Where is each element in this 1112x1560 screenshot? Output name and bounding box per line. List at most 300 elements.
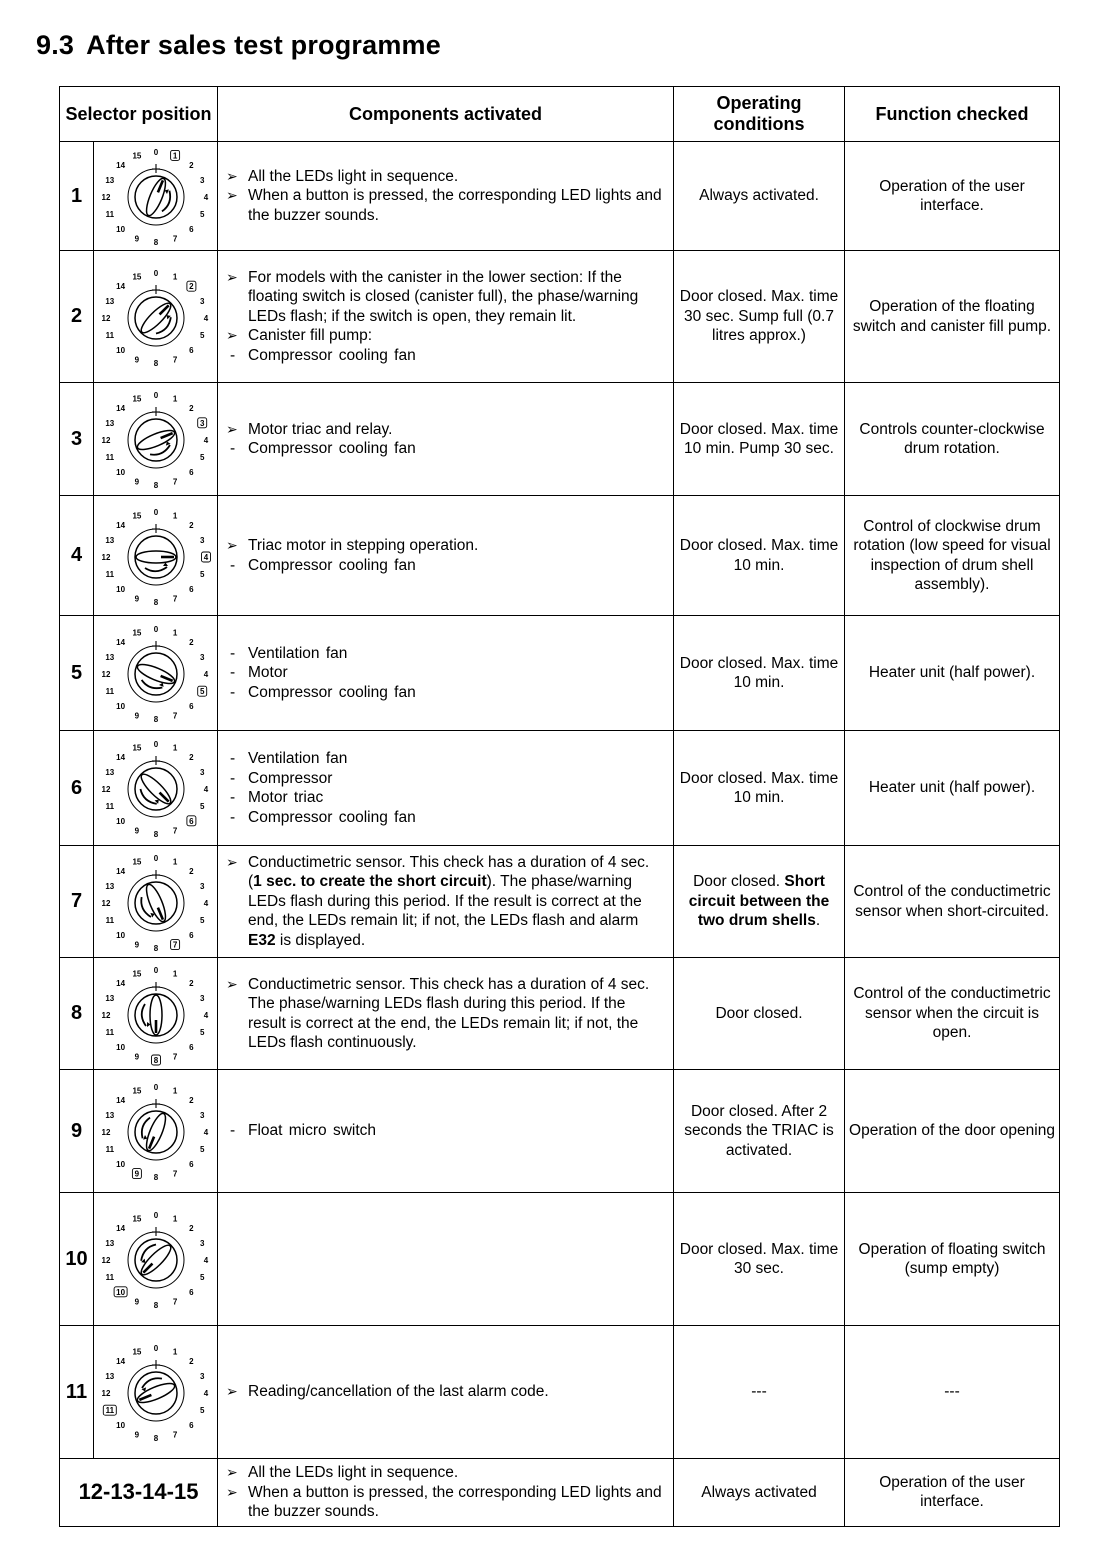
dial-outer-ring [128, 1232, 184, 1288]
dial-label: 7 [172, 355, 177, 365]
dial-label: 8 [153, 358, 158, 368]
dial-label: 2 [188, 753, 194, 763]
dial-label: 11 [105, 453, 114, 463]
dial-pointer [135, 1380, 177, 1406]
component-item [226, 268, 667, 327]
operating-conditions-cell: --- [674, 1326, 845, 1459]
dial-label: 12 [101, 193, 110, 202]
dial-label: 10 [115, 816, 125, 826]
header-operating-conditions: Operating conditions [674, 87, 845, 142]
dial-label: 6 [188, 345, 194, 355]
dial-label: 0 [153, 740, 158, 749]
dial-label: 14 [115, 404, 125, 414]
operating-conditions-cell: Door closed. Max. time 30 sec. Sump full (0.7 litres approx.) [674, 251, 845, 383]
dial-label: 7 [172, 711, 177, 721]
dial-label: 2 [188, 520, 194, 530]
component-item [226, 808, 667, 828]
arrowhead-bullet-icon: ➢ [226, 187, 238, 204]
dial-label: 2 [188, 404, 194, 414]
component-item [226, 788, 667, 808]
dial-label: 8 [153, 1301, 158, 1310]
dial-label: 7 [172, 1169, 177, 1179]
table-row [60, 1459, 1060, 1527]
component-text: All the LEDs light in sequence. [248, 167, 459, 185]
component-item [226, 749, 667, 769]
operating-conditions-cell: Door closed. Max. time 10 min. [674, 496, 845, 616]
component-text: Compressor cooling fan [248, 556, 416, 574]
dial-label: 12 [101, 552, 110, 562]
dial-label: 2 [188, 1096, 194, 1106]
selector-dial-cell [94, 1326, 218, 1459]
dial-pointer [142, 882, 168, 924]
rotary-selector-dial-icon [95, 265, 217, 369]
dial-label: 6 [188, 1420, 194, 1430]
dial-label: 6 [188, 584, 194, 594]
rotary-selector-dial-icon [95, 387, 217, 491]
dial-label: 3 [199, 418, 204, 428]
operating-conditions-cell: Door closed. Max. time 30 sec. [674, 1193, 845, 1326]
dial-label: 9 [134, 355, 139, 365]
dial-pointer [135, 661, 177, 687]
selector-position-number: 6 [60, 731, 94, 846]
arrowhead-bullet-icon: ➢ [226, 1464, 238, 1480]
selector-position-number: 1 [60, 142, 94, 251]
dial-label: 5 [199, 687, 204, 697]
dial-label: 3 [199, 1110, 204, 1120]
arrowhead-bullet-icon: ➢ [226, 1483, 238, 1500]
dash-bullet-icon: - [230, 556, 236, 574]
component-item [226, 439, 667, 459]
dial-label: 14 [115, 978, 125, 988]
section-title [36, 30, 441, 61]
dial-label: 2 [188, 1357, 194, 1367]
table-row [60, 383, 1060, 496]
dial-label: 12 [101, 1010, 110, 1020]
dash-bullet-icon: - [230, 683, 236, 701]
emphasis-text: E32 [248, 931, 276, 949]
header-components: Components activated [218, 87, 674, 142]
rotary-selector-dial-icon [95, 962, 217, 1066]
component-text: For models with the canister in the lower section: If the floating switch is closed (canister full), the phase/warning LEDs flash; if the switch is open, they remain lit. [248, 268, 639, 325]
rotary-selector-dial-icon [95, 144, 217, 248]
table-row [60, 1193, 1060, 1326]
dial-label: 0 [153, 268, 158, 278]
header-selector-position: Selector position [60, 87, 218, 142]
dial-label: 5 [199, 1145, 204, 1155]
dial-label: 8 [153, 715, 158, 724]
selector-position-number: 11 [60, 1326, 94, 1459]
dial-label: 7 [172, 940, 177, 950]
components-activated-cell [218, 1326, 674, 1459]
dial-outer-ring [128, 169, 184, 225]
text-fragment: . [815, 912, 821, 930]
dial-label: 2 [188, 638, 194, 648]
selector-dial-cell [94, 616, 218, 731]
table-row [60, 496, 1060, 616]
operating-conditions-cell: Door closed. Max. time 10 min. [674, 616, 845, 731]
dial-label: 0 [153, 507, 158, 517]
function-checked-cell: Operation of the floating switch and canister fill pump. [845, 251, 1060, 383]
dial-label: 0 [153, 391, 158, 400]
function-checked-cell: Control of the conductimetric sensor when the circuit is open. [845, 958, 1060, 1070]
dial-label: 6 [188, 1287, 194, 1297]
table-row [60, 731, 1060, 846]
component-item [226, 1483, 667, 1522]
dial-label: 11 [105, 1027, 114, 1037]
dial-label: 15 [131, 271, 141, 281]
component-text: Compressor cooling fan [248, 440, 416, 457]
selector-position-number: 2 [60, 251, 94, 383]
component-text [248, 853, 667, 951]
dial-label: 9 [134, 711, 139, 721]
dial-label: 4 [203, 670, 208, 679]
dial-label: 3 [199, 535, 204, 545]
dial-label: 8 [153, 481, 158, 490]
dial-label: 11 [105, 569, 114, 579]
component-item [226, 556, 667, 576]
operating-conditions-cell: Always activated. [674, 142, 845, 251]
dial-label: 3 [199, 1238, 204, 1248]
dash-bullet-icon: - [230, 769, 236, 787]
selector-dial-cell [94, 251, 218, 383]
rotary-selector-dial-icon [95, 1340, 217, 1444]
dial-label: 10 [115, 1042, 125, 1052]
selector-position-number: 5 [60, 616, 94, 731]
dial-rotation-arrow [141, 1004, 150, 1027]
dial-label: 10 [115, 467, 125, 477]
dial-label: 0 [153, 1344, 158, 1353]
dial-label: 13 [104, 1238, 114, 1248]
dial-label: 6 [188, 1159, 194, 1169]
dial-label: 12 [101, 436, 110, 445]
dial-label: 14 [115, 638, 125, 648]
component-item [226, 683, 667, 703]
dial-label: 4 [203, 552, 208, 562]
dial-label: 13 [104, 175, 114, 185]
dial-outer-ring [128, 761, 184, 817]
dial-label: 9 [134, 1169, 139, 1179]
dial-label: 3 [199, 1371, 204, 1381]
operating-conditions-cell: Door closed. [674, 958, 845, 1070]
dial-label: 2 [188, 866, 194, 876]
arrowhead-bullet-icon: ➢ [226, 975, 238, 992]
dial-label: 12 [101, 1256, 110, 1265]
dial-label: 1 [172, 510, 177, 520]
table-row [60, 1070, 1060, 1193]
dial-label: 7 [172, 234, 177, 244]
operating-conditions-cell: Door closed. Max. time 10 min. [674, 731, 845, 846]
section-number: 9.3 [36, 30, 75, 60]
dial-label: 8 [153, 597, 158, 607]
dial-label: 5 [199, 569, 204, 579]
selector-dial-cell [94, 383, 218, 496]
dial-label: 9 [134, 1430, 139, 1440]
dial-label: 8 [153, 238, 158, 247]
function-checked-cell: Heater unit (half power). [845, 616, 1060, 731]
dial-label: 14 [115, 1357, 125, 1367]
function-checked-cell: Control of the conductimetric sensor when short-circuited. [845, 846, 1060, 958]
text-fragment: Door closed. [693, 873, 785, 891]
table-row [60, 1326, 1060, 1459]
component-text: Motor [248, 664, 288, 682]
dash-bullet-icon: - [230, 750, 236, 767]
dash-bullet-icon: - [230, 346, 236, 364]
text-fragment: Conductimetric sensor. This check has a duration of 4 sec. ( [248, 853, 650, 891]
dial-label: 12 [101, 670, 110, 679]
arrowhead-bullet-icon: ➢ [226, 853, 238, 870]
dial-label: 15 [131, 1347, 141, 1357]
components-activated-cell [218, 1070, 674, 1193]
dial-label: 6 [188, 930, 194, 940]
components-activated-cell [218, 616, 674, 731]
dial-label: 2 [188, 978, 194, 988]
component-text: All the LEDs light in sequence. [248, 1464, 459, 1481]
dial-label: 14 [115, 866, 125, 876]
dial-label: 6 [188, 1042, 194, 1052]
dial-label: 14 [115, 281, 125, 291]
dial-label: 0 [153, 1211, 158, 1220]
dial-label: 9 [134, 940, 139, 950]
dash-bullet-icon: - [230, 440, 236, 457]
dial-label: 10 [115, 584, 125, 594]
component-item [226, 1382, 667, 1402]
dial-rotation-arrow [138, 894, 155, 919]
components-activated-cell [218, 142, 674, 251]
dial-pointer [137, 771, 174, 808]
selector-dial-cell [94, 1193, 218, 1326]
dial-label: 12 [101, 313, 110, 323]
dial-label: 9 [134, 594, 139, 604]
component-item [226, 663, 667, 683]
components-activated-cell [218, 1459, 674, 1527]
dial-label: 1 [172, 628, 177, 638]
selector-dial-cell [94, 142, 218, 251]
function-checked-cell: Operation of the user interface. [845, 1459, 1060, 1527]
dial-label: 10 [115, 1420, 125, 1430]
dial-label: 7 [172, 594, 177, 604]
selector-dial-cell [94, 846, 218, 958]
test-programme-table [59, 86, 1060, 1527]
dial-label: 8 [153, 830, 158, 839]
dial-label: 14 [115, 520, 125, 530]
dial-label: 15 [131, 394, 141, 404]
dial-outer-ring [128, 412, 184, 468]
dial-rotation-arrow [139, 1376, 164, 1393]
rotary-selector-dial-icon [95, 1079, 217, 1183]
operating-conditions-cell: Always activated [674, 1459, 845, 1527]
selector-position-number: 8 [60, 958, 94, 1070]
function-checked-cell: Control of clockwise drum rotation (low speed for visual inspection of drum shell assembly). [845, 496, 1060, 616]
component-item [226, 769, 667, 789]
table-row [60, 846, 1060, 958]
emphasis-text: Short circuit between the two drum shells [688, 873, 830, 930]
dial-label: 15 [131, 151, 141, 161]
component-text: Compressor cooling fan [248, 808, 416, 826]
arrowhead-bullet-icon: ➢ [226, 420, 238, 437]
rotary-selector-dial-icon [95, 736, 217, 840]
dial-outer-ring [128, 1365, 184, 1421]
dial-label: 15 [131, 1086, 141, 1096]
dial-label: 0 [153, 1083, 158, 1092]
dial-label: 1 [172, 856, 177, 866]
dial-rotation-arrow [147, 440, 172, 457]
selector-position-range: 12-13-14-15 [60, 1459, 218, 1527]
dial-label: 9 [134, 826, 139, 836]
dial-label: 0 [153, 625, 158, 634]
dial-label: 8 [153, 1434, 158, 1443]
component-item [226, 420, 667, 440]
component-text: Compressor cooling fan [248, 683, 416, 701]
header-function-checked: Function checked [845, 87, 1060, 142]
dial-label: 12 [101, 1128, 110, 1137]
dial-label: 12 [101, 898, 110, 908]
emphasis-text: 1 sec. to create the short circuit [253, 873, 487, 891]
dial-label: 14 [115, 1224, 125, 1234]
dial-label: 5 [199, 1027, 204, 1037]
dial-label: 4 [203, 1128, 208, 1137]
dial-label: 9 [134, 1297, 139, 1307]
dial-label: 1 [172, 151, 177, 161]
rotary-selector-dial-icon [95, 1207, 217, 1311]
dial-label: 5 [199, 210, 204, 220]
table-row [60, 251, 1060, 383]
dial-label: 13 [104, 1110, 114, 1120]
dial-pointer [135, 427, 177, 453]
selector-dial-cell [94, 958, 218, 1070]
table-header-row [60, 87, 1060, 142]
table-row [60, 958, 1060, 1070]
dial-label: 4 [203, 313, 208, 323]
dial-label: 6 [188, 816, 194, 826]
component-text: Triac motor in stepping operation. [248, 537, 479, 554]
arrowhead-bullet-icon: ➢ [226, 537, 238, 553]
dial-label: 12 [101, 785, 110, 794]
dial-label: 14 [115, 161, 125, 171]
rotary-selector-dial-icon [95, 850, 217, 954]
selector-position-number: 10 [60, 1193, 94, 1326]
component-text: Reading/cancellation of the last alarm code. [248, 1383, 549, 1401]
function-checked-cell: Operation of floating switch (sump empty) [845, 1193, 1060, 1326]
dial-label: 1 [172, 394, 177, 404]
dial-label: 7 [172, 1052, 177, 1062]
selector-dial-cell [94, 496, 218, 616]
dial-label: 5 [199, 1273, 204, 1283]
dial-label: 9 [134, 477, 139, 487]
dial-label: 10 [115, 930, 125, 940]
components-activated-cell [218, 251, 674, 383]
components-activated-cell [218, 383, 674, 496]
dial-label: 13 [104, 1371, 114, 1381]
dial-label: 4 [203, 1389, 208, 1398]
selector-dial-cell [94, 1070, 218, 1193]
dial-pointer [142, 1111, 168, 1153]
dial-label: 8 [153, 1055, 158, 1065]
component-item [226, 1463, 667, 1483]
dial-label: 5 [199, 915, 204, 925]
component-text: Compressor [248, 769, 333, 787]
dial-label: 0 [153, 965, 158, 975]
dial-label: 3 [199, 767, 204, 777]
function-checked-cell: Heater unit (half power). [845, 731, 1060, 846]
section-title-text: After sales test programme [86, 30, 441, 60]
dial-pointer [137, 1242, 174, 1279]
dial-label: 3 [199, 652, 204, 662]
dial-label: 9 [134, 234, 139, 244]
dial-label: 11 [105, 1406, 114, 1416]
component-text: Motor triac [248, 789, 324, 806]
dial-label: 10 [115, 1159, 125, 1169]
dial-label: 9 [134, 1052, 139, 1062]
arrowhead-bullet-icon: ➢ [226, 327, 238, 344]
dial-label: 1 [172, 1214, 177, 1224]
selector-position-number: 7 [60, 846, 94, 958]
dial-label: 5 [199, 453, 204, 463]
dial-outer-ring [128, 290, 184, 346]
dial-label: 5 [199, 802, 204, 812]
dial-label: 10 [115, 224, 125, 234]
dial-label: 1 [172, 271, 177, 281]
table-row [60, 616, 1060, 731]
dial-label: 3 [199, 296, 204, 306]
dial-label: 14 [115, 1096, 125, 1106]
dial-label: 13 [104, 652, 114, 662]
component-text: Compressor cooling fan [248, 346, 416, 364]
rotary-selector-dial-icon [95, 504, 217, 608]
function-checked-cell: Operation of the user interface. [845, 142, 1060, 251]
dial-rotation-arrow [145, 562, 168, 571]
component-text: When a button is pressed, the corresponding LED lights and the buzzer sounds. [248, 1483, 662, 1520]
dial-label: 11 [105, 1145, 114, 1155]
table-row [60, 142, 1060, 251]
dial-label: 2 [188, 161, 194, 171]
dial-label: 3 [199, 881, 204, 891]
dial-label: 12 [101, 1389, 110, 1398]
component-item [226, 186, 667, 225]
dial-label: 15 [131, 743, 141, 753]
dial-label: 11 [105, 330, 114, 340]
text-fragment: ). The phase/warning LEDs flash during this period. If the result is correct at the end, the LEDs remain lit; if not, the LEDs flash and alarm [248, 873, 642, 930]
dial-label: 4 [203, 898, 208, 908]
dial-label: 6 [188, 701, 194, 711]
component-text: Float micro switch [248, 1122, 377, 1140]
dial-outer-ring [128, 1104, 184, 1160]
component-text: Ventilation fan [248, 750, 348, 767]
function-checked-cell: Operation of the door opening [845, 1070, 1060, 1193]
selector-position-number: 3 [60, 383, 94, 496]
dial-label: 1 [172, 1086, 177, 1096]
component-item [226, 975, 667, 1053]
dial-label: 4 [203, 1010, 208, 1020]
dial-label: 10 [115, 345, 125, 355]
rotary-selector-dial-icon [95, 621, 217, 725]
dial-label: 13 [104, 296, 114, 306]
component-item [226, 1121, 667, 1141]
dial-label: 11 [105, 802, 114, 812]
dial-label: 5 [199, 1406, 204, 1416]
dial-label: 7 [172, 477, 177, 487]
dial-label: 3 [199, 993, 204, 1003]
dial-pointer [136, 551, 176, 563]
dial-label: 15 [131, 628, 141, 638]
dial-label: 13 [104, 881, 114, 891]
component-text: Conductimetric sensor. This check has a duration of 4 sec. The phase/warning LEDs flash during this period. If the result is correct at the end, the LEDs remain lit; if not, the LEDs flash continuously. [248, 975, 650, 1051]
dial-label: 11 [105, 687, 114, 697]
arrowhead-bullet-icon: ➢ [226, 268, 238, 285]
dash-bullet-icon: - [230, 808, 236, 826]
components-activated-cell [218, 846, 674, 958]
text-fragment: is displayed. [275, 931, 366, 949]
dial-pointer [137, 299, 174, 336]
